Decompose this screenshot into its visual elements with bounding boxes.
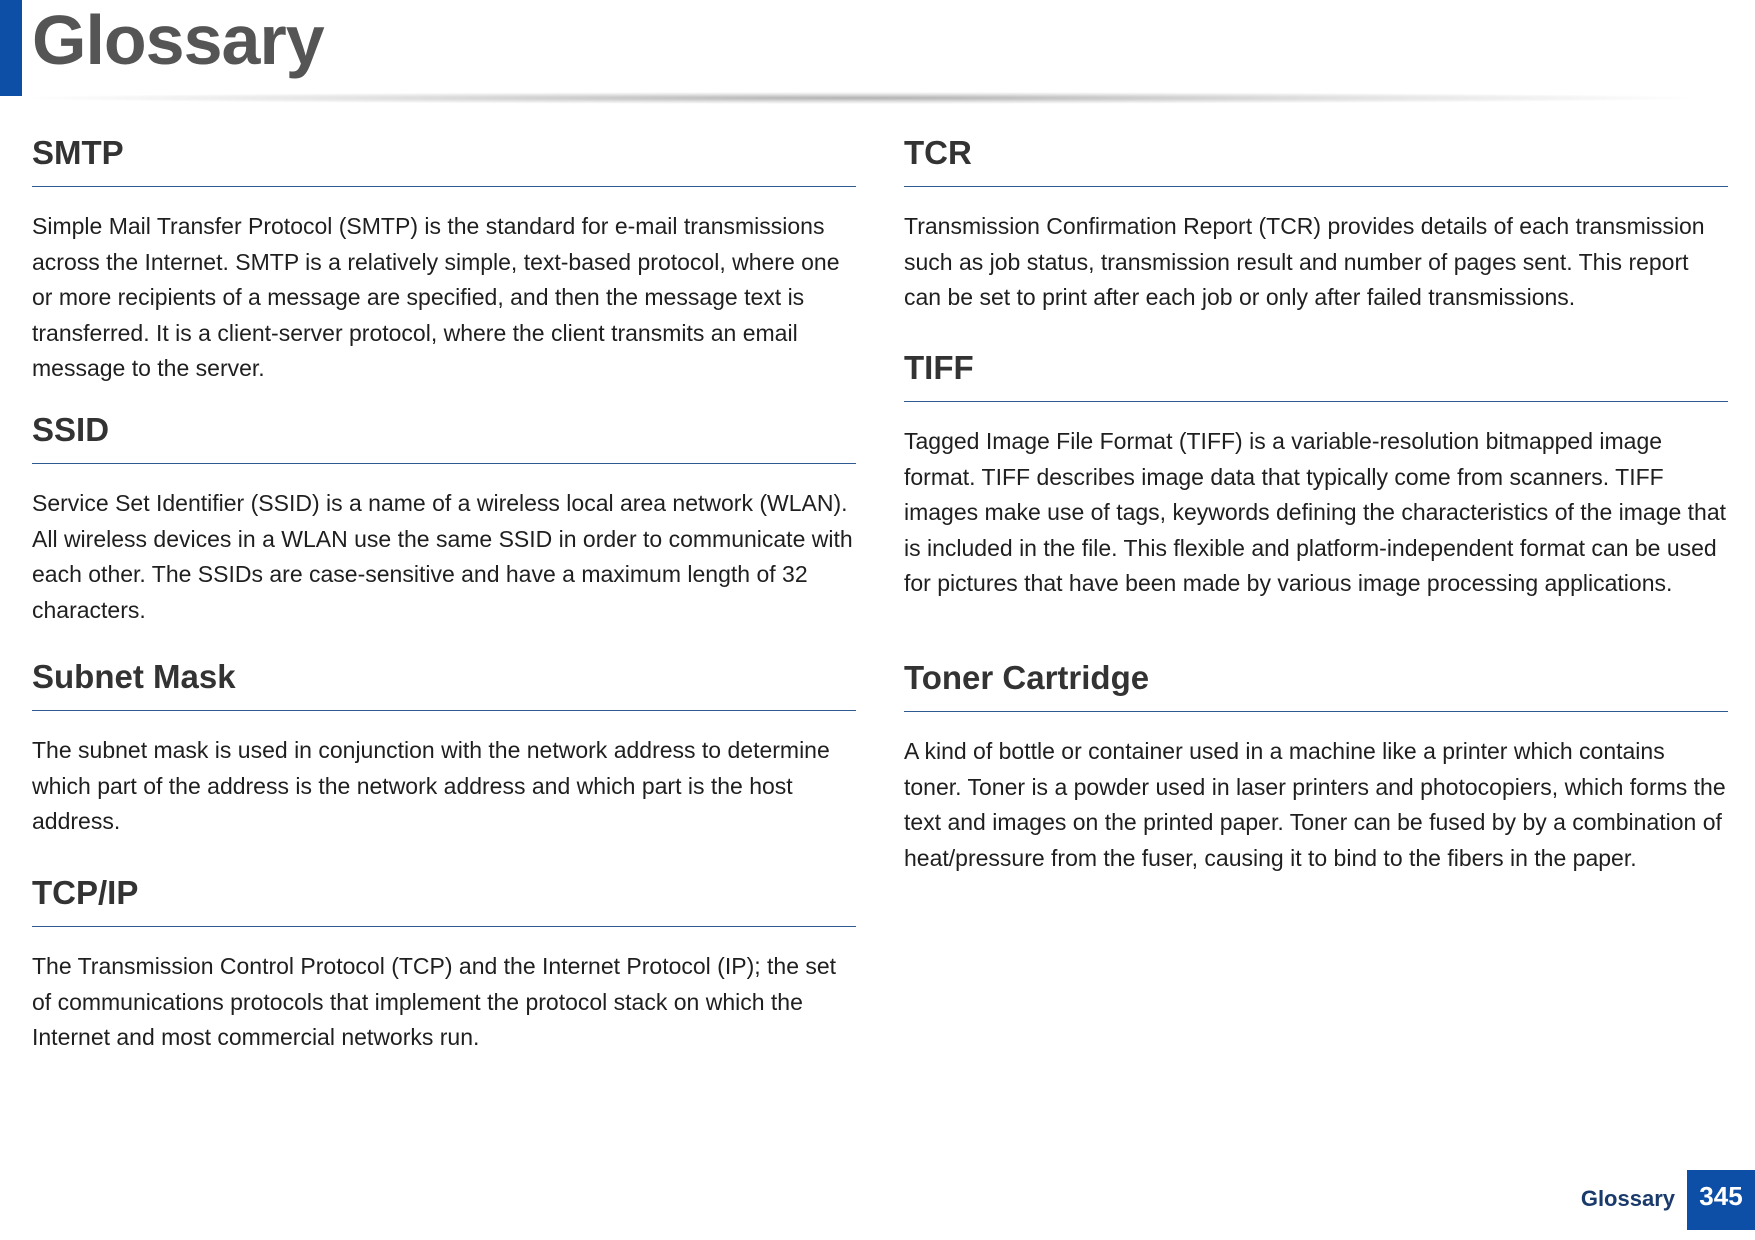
term-heading: Toner Cartridge (904, 655, 1728, 712)
glossary-entry-ssid (32, 407, 856, 654)
term-definition: Simple Mail Transfer Protocol (SMTP) is the standard for e-mail transmissions across the Internet. SMTP is a relatively simple, text-based protocol, where one or more recipients of a message are specified, and then the message text is transferred. It is a client-server protocol, where the client transmits an email message to the server. (32, 213, 840, 381)
glossary-column-right (904, 130, 1728, 876)
term-definition: The subnet mask is used in conjunction with the network address to determine which part of the address is the network address and which part is the host address. (32, 737, 830, 834)
term-heading: TCR (904, 130, 1728, 187)
term-heading: SSID (32, 407, 856, 464)
term-heading: Subnet Mask (32, 654, 856, 711)
term-definition: Transmission Confirmation Report (TCR) provides details of each transmission such as job status, transmission result and number of pages sent. This report can be set to print after each job or only after failed transmissions. (904, 213, 1705, 310)
title-accent-bar (0, 0, 22, 96)
footer-section-label: Glossary (1580, 1186, 1675, 1211)
term-heading: SMTP (32, 130, 856, 187)
term-definition: The Transmission Control Protocol (TCP) and the Internet Protocol (IP); the set of communications protocols that implement the protocol stack on which the Internet and most commercial networks run. (32, 953, 837, 1050)
glossary-entry-toner-cartridge (904, 655, 1728, 876)
glossary-entry-tiff (904, 345, 1728, 655)
term-heading: TIFF (904, 345, 1728, 402)
term-definition: Tagged Image File Format (TIFF) is a variable-resolution bitmapped image format. TIFF describes image data that typically come from scanners. TIFF images make use of tags, keywords defining the characteristics of the image that is included in the file. This flexible and platform-independent format can be used for pictures that have been made by various image processing applications. (904, 428, 1727, 596)
glossary-entry-smtp (32, 130, 856, 407)
glossary-entry-subnet-mask (32, 654, 856, 870)
glossary-entry-tcr (904, 130, 1728, 345)
term-definition: A kind of bottle or container used in a machine like a printer which contains toner. Toner is a powder used in laser printers and photocopiers, which forms the text and images on the printed paper. Toner can be fused by by a combination of heat/pressure from the fuser, causing it to bind to the fibers in the paper. (904, 738, 1726, 871)
glossary-column-left (32, 130, 856, 1056)
term-heading: TCP/IP (32, 870, 856, 927)
term-definition: Service Set Identifier (SSID) is a name of a wireless local area network (WLAN). All wireless devices in a WLAN use the same SSID in order to communicate with each other. The SSIDs are case-sensitive and have a maximum length of 32 characters. (32, 490, 853, 623)
page-title: Glossary (32, 1, 324, 79)
page-number-badge: 345 (1687, 1170, 1755, 1230)
glossary-entry-tcp-ip (32, 870, 856, 1056)
title-divider-shadow (30, 92, 1690, 104)
